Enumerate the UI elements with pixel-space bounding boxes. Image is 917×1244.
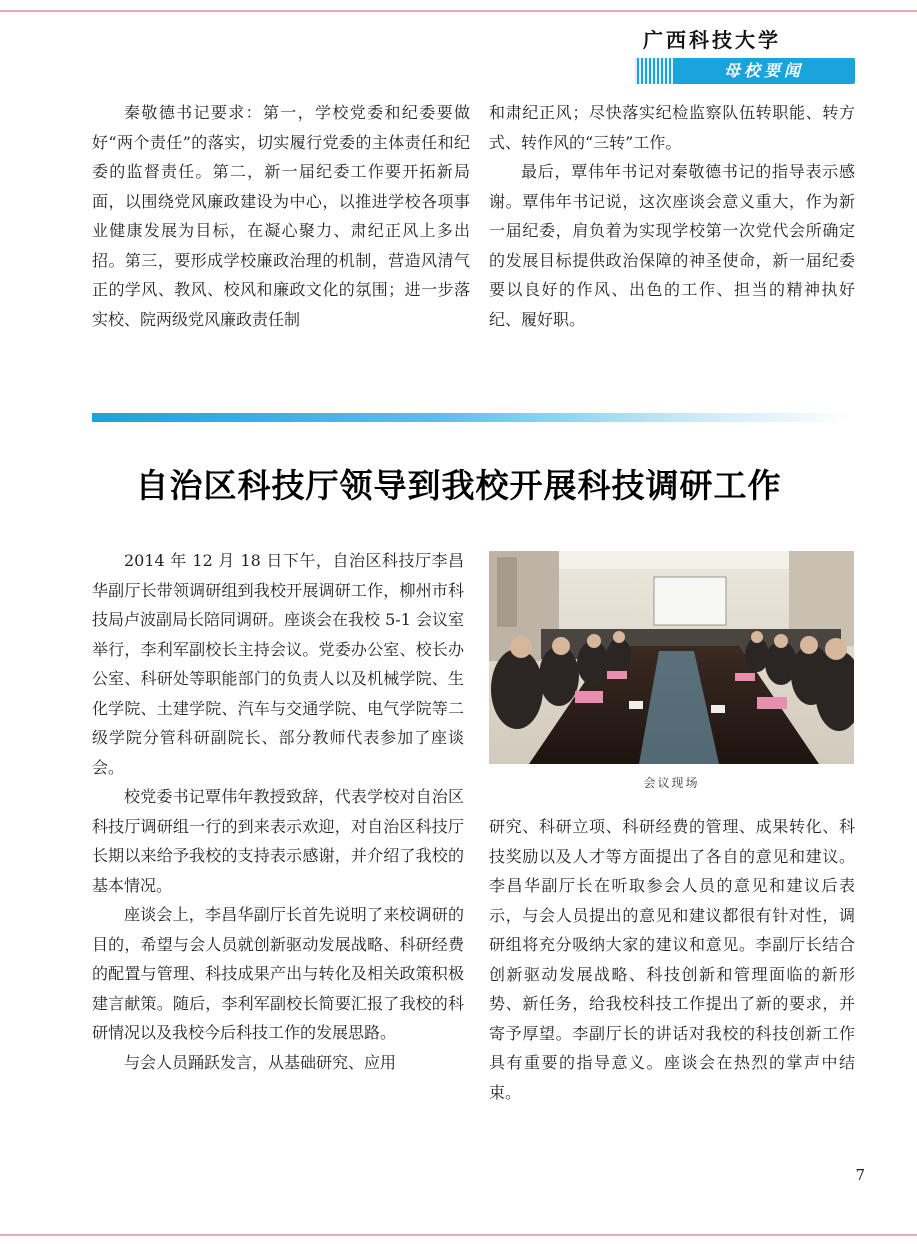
article-title: 自治区科技厅领导到我校开展科技调研工作	[135, 466, 782, 505]
paragraph: 最后，覃伟年书记对秦敬德书记的指导表示感谢。覃伟年书记说，这次座谈会意义重大，作为新一届纪委，肩负着为实现学校第一次党代会所确定的发展目标提供政治保障的神圣使命，新一届纪委要以良好的作风、出色的工作、担当的精神执好纪、履好职。	[489, 162, 855, 329]
paragraph: 秦敬德书记要求：第一，学校党委和纪委要做好“两个责任”的落实，切实履行党委的主体责任和纪委的监督责任。第二，新一届纪委工作要开拓新局面，以围绕党风廉政建设为中心，以推进学校各项事业健康发展为目标，在凝心聚力、肃纪正风上多出招。第三，要形成学校廉政治理的机制，营造风清气正的学风、教风、校风和廉政文化的氛围；进一步落实校、院两级党风廉政责任制	[92, 103, 470, 329]
bottom-border-line	[0, 1234, 917, 1236]
paragraph: 座谈会上，李昌华副厅长首先说明了来校调研的目的，希望与会人员就创新驱动发展战略、科研经费的配置与管理、科技成果产出与转化及相关政策积极建言献策。随后，李利军副校长简要汇报了我校的科研情况以及我校今后科技工作的发展思路。	[92, 905, 464, 1042]
section-divider	[92, 413, 852, 422]
banner-stripes-decoration	[635, 58, 673, 84]
article-right-column	[489, 812, 855, 1107]
article-left-column	[92, 546, 464, 1077]
meeting-photo	[489, 551, 854, 764]
university-name: 广西科技大学	[643, 28, 781, 52]
masthead	[635, 26, 855, 80]
page-number: 7	[855, 1166, 865, 1184]
paragraph-continuation: 和肃纪正风；尽快落实纪检监察队伍转职能、转方式、转作风的“三转”工作。	[489, 103, 855, 152]
top-border-line	[0, 10, 917, 12]
top-article-right-column	[489, 98, 855, 334]
paragraph: 与会人员踊跃发言，从基础研究、应用	[124, 1052, 397, 1072]
paragraph-continuation: 研究、科研立项、科研经费的管理、成果转化、科技奖励以及人才等方面提出了各自的意见和建议。李昌华副厅长在听取参会人员的意见和建议后表示，与会人员提出的意见和建议都很有针对性，调研组将充分吸纳大家的建议和意见。李副厅长结合创新驱动发展战略、科技创新和管理面临的新形势、新任务，给我校科技工作提出了新的要求，并寄予厚望。李副厅长的讲话对我校的科技创新工作具有重要的指导意义。座谈会在热烈的掌声中结束。	[489, 817, 855, 1102]
paragraph: 校党委书记覃伟年教授致辞，代表学校对自治区科技厅调研组一行的到来表示欢迎，对自治区科技厅长期以来给予我校的支持表示感谢，并介绍了我校的基本情况。	[92, 787, 464, 895]
section-label: 母校要闻	[723, 61, 804, 80]
section-banner	[635, 58, 855, 84]
top-article-left-column	[92, 98, 470, 334]
photo-caption: 会议现场	[643, 776, 700, 790]
paragraph: 2014 年 12 月 18 日下午，自治区科技厅李昌华副厅长带领调研组到我校开展调研工作，柳州市科技局卢波副局长陪同调研。座谈会在我校 5-1 会议室举行，李利军副校长主持会议。党委办公室、校长办公室、科研处等职能部门的负责人以及机械学院、生化学院、土建学院、汽车与交通学院、电气学院等二级学院分管科研副院长、部分教师代表参加了座谈会。	[92, 551, 464, 777]
